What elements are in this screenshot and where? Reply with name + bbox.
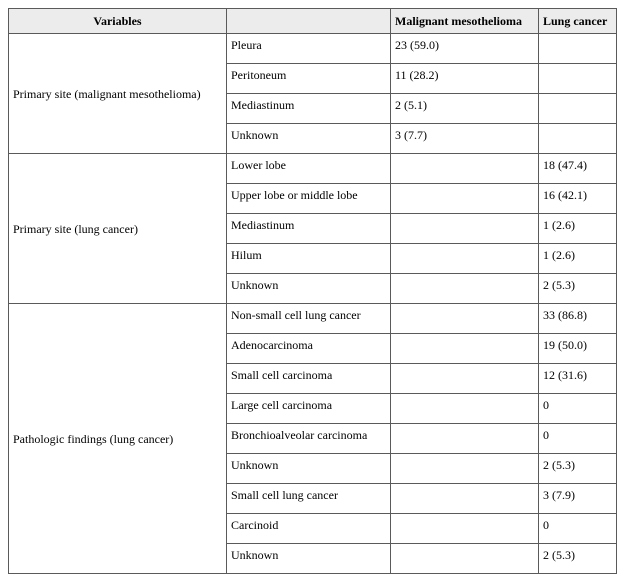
header-lung-cancer: Lung cancer <box>539 9 617 34</box>
row-label: Mediastinum <box>227 94 391 124</box>
lung-cancer-value: 16 (42.1) <box>539 184 617 214</box>
lung-cancer-value: 0 <box>539 424 617 454</box>
mesothelioma-value <box>391 424 539 454</box>
group-label: Primary site (malignant mesothelioma) <box>9 34 227 154</box>
row-label: Upper lobe or middle lobe <box>227 184 391 214</box>
lung-cancer-value: 18 (47.4) <box>539 154 617 184</box>
table-row <box>9 154 617 184</box>
data-table <box>8 8 617 574</box>
mesothelioma-value <box>391 244 539 274</box>
row-label: Bronchioalveolar carcinoma <box>227 424 391 454</box>
row-label: Peritoneum <box>227 64 391 94</box>
header-malignant-mesothelioma: Malignant mesothelioma <box>391 9 539 34</box>
lung-cancer-value: 0 <box>539 394 617 424</box>
lung-cancer-value: 0 <box>539 514 617 544</box>
row-label: Hilum <box>227 244 391 274</box>
mesothelioma-value <box>391 484 539 514</box>
mesothelioma-value: 3 (7.7) <box>391 124 539 154</box>
row-label: Unknown <box>227 544 391 574</box>
table-row <box>9 34 617 64</box>
lung-cancer-value: 1 (2.6) <box>539 214 617 244</box>
row-label: Large cell carcinoma <box>227 394 391 424</box>
header-variables: Variables <box>9 9 227 34</box>
row-label: Small cell carcinoma <box>227 364 391 394</box>
mesothelioma-value <box>391 304 539 334</box>
group-label: Primary site (lung cancer) <box>9 154 227 304</box>
row-label: Adenocarcinoma <box>227 334 391 364</box>
mesothelioma-value <box>391 454 539 484</box>
lung-cancer-value <box>539 94 617 124</box>
group-label: Pathologic findings (lung cancer) <box>9 304 227 574</box>
row-label: Small cell lung cancer <box>227 484 391 514</box>
mesothelioma-value <box>391 214 539 244</box>
mesothelioma-value <box>391 274 539 304</box>
header-subcategory <box>227 9 391 34</box>
mesothelioma-value: 23 (59.0) <box>391 34 539 64</box>
mesothelioma-value: 11 (28.2) <box>391 64 539 94</box>
mesothelioma-value <box>391 364 539 394</box>
lung-cancer-value: 1 (2.6) <box>539 244 617 274</box>
row-label: Non-small cell lung cancer <box>227 304 391 334</box>
header-row <box>9 9 617 34</box>
row-label: Unknown <box>227 124 391 154</box>
mesothelioma-value <box>391 514 539 544</box>
row-label: Unknown <box>227 454 391 484</box>
lung-cancer-value: 2 (5.3) <box>539 544 617 574</box>
lung-cancer-value: 2 (5.3) <box>539 454 617 484</box>
mesothelioma-value <box>391 184 539 214</box>
row-label: Mediastinum <box>227 214 391 244</box>
lung-cancer-value <box>539 64 617 94</box>
lung-cancer-value: 2 (5.3) <box>539 274 617 304</box>
row-label: Lower lobe <box>227 154 391 184</box>
row-label: Carcinoid <box>227 514 391 544</box>
row-label: Pleura <box>227 34 391 64</box>
lung-cancer-value <box>539 34 617 64</box>
mesothelioma-value <box>391 334 539 364</box>
mesothelioma-value <box>391 394 539 424</box>
row-label: Unknown <box>227 274 391 304</box>
lung-cancer-value: 12 (31.6) <box>539 364 617 394</box>
lung-cancer-value: 3 (7.9) <box>539 484 617 514</box>
lung-cancer-value: 33 (86.8) <box>539 304 617 334</box>
lung-cancer-value <box>539 124 617 154</box>
mesothelioma-value <box>391 544 539 574</box>
lung-cancer-value: 19 (50.0) <box>539 334 617 364</box>
table-row <box>9 304 617 334</box>
mesothelioma-value <box>391 154 539 184</box>
mesothelioma-value: 2 (5.1) <box>391 94 539 124</box>
